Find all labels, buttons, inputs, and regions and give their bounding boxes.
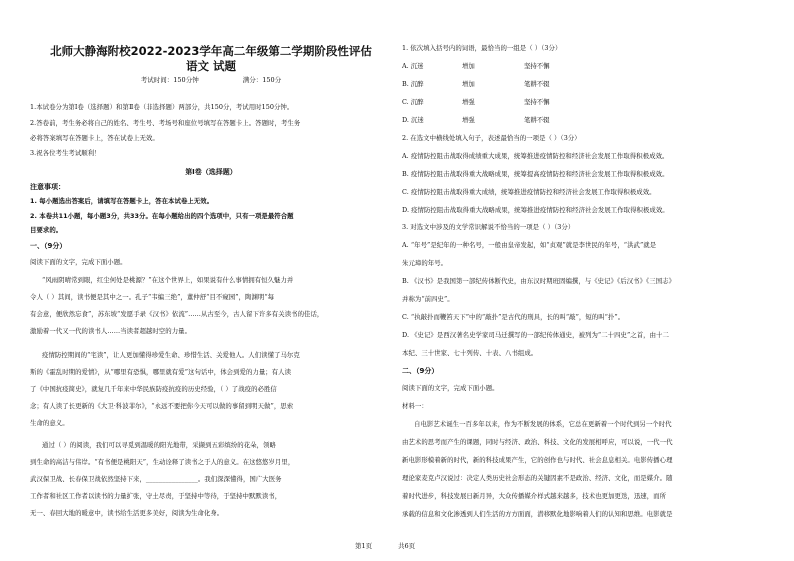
instruction-line: 2.答卷前，考生务必将自己的姓名、考生号、考场号和座位号填写在答题卡上。答题时，考生务 (30, 119, 301, 127)
reading-prompt: 阅读下面的文字，完成下面小题。 (30, 258, 127, 266)
q3-option: 并称为“前四史”。 (402, 295, 454, 303)
q2-option: B. 疫情防控阻击战取得重大战略成果，统筹提高疫情防控和经济社会发展工作取得积极成效。 (402, 170, 669, 178)
note-line: 目要求的。 (30, 226, 63, 234)
page-number: 第1页 (355, 542, 373, 550)
passage-line: 了《中国抗疫简史》，就复几千年来中华民族防疫抗疫的历史经验，（ ）了战疫的必胜信 (30, 385, 277, 393)
question-2: 2. 在选文中横线处填入句子，表述最恰当的一项是（ ）（3分） (402, 134, 581, 142)
q3-option: A. “年号”是纪年的一种名号，一般由皇帝发起，如“贞观”就是李世民的年号，“洪武”就是 (402, 241, 657, 249)
note-line: 2. 本卷共11小题，每小题3分，共33分。在每小题给出的四个选项中，只有一项是最符合题 (30, 212, 294, 220)
passage-line: 武汉保卫战、长春保卫战依然坚持下来，________________。我们深深懂得，国广大医务 (30, 475, 282, 483)
page-total: 共6页 (398, 542, 416, 550)
q1-option-a: A. 沉迷 增加 坚持不懈 (402, 62, 550, 70)
passage-line: 斯的《霍乱时期的爱情》，从“哪里有恐惧，哪里就有爱”这句话中，体会到爱的力量；有人读 (30, 368, 292, 376)
q1-option-d: D. 沉迷 增强 笔耕不辍 (402, 116, 550, 124)
passage-line: 自电影艺术诞生一百多年以来，作为不断发展的体系，它总在更新着一个时代到另一个时代 (414, 420, 672, 428)
q3-option: 朱元璋的年号。 (402, 259, 448, 267)
q3-option: 本纪、三十世家、七十列传、十表、八书组成。 (402, 349, 538, 357)
question-1: 1. 依次填入括号内的词语，最恰当的一组是（ ）（3分） (402, 44, 562, 52)
exam-time: 考试时间：150分钟 (140, 76, 199, 84)
q3-option: D. 《史记》是西汉著名史学家司马迁撰写的一部纪传体通史，被列为“二十四史”之首，由十二 (402, 331, 669, 339)
section-heading: 第Ⅰ卷（选择题） (185, 168, 237, 176)
notes-title: 注意事项： (30, 183, 65, 191)
passage-line: 生命的意义。 (30, 419, 69, 427)
passage-line: 承载的信息和文化渗透到人们生活的方方面面，潜移默化地影响着人们的认知和思维。电影就是 (402, 510, 673, 518)
q3-option: C. “执敲扑而鞭笞天下”中的“敲扑”是古代的刑具，长的叫“敲”，短的叫“扑”。 (402, 313, 625, 321)
exam-title: 北师大静海附校2022-2023学年高二年级第二学期阶段性评估 (50, 44, 372, 58)
passage-line: 通过（ ）的阅读，我们可以寻觅到温暖的阳光地带，采撷到五彩缤纷的花朵，领略 (42, 441, 276, 449)
passage-line: 到生命的高洁与伟岸。“有书便是桃阳天”，生动诠释了读书之于人的意义。在这悠悠岁月里， (30, 458, 295, 466)
passage-line: 有会意，便欣然忘食”，苏东坡“发愿手录《汉书》依流”……从古至今，古人留下许多有关读书的佳话， (30, 310, 324, 318)
material-label: 材料一： (402, 402, 428, 410)
passage-line: 令人（ ）其间，读书便是其中之一。孔子“韦编三绝”，董仲舒“目不窥园”，陶渊明“每 (30, 293, 275, 301)
passage-line: 念；有人读了长更新的《大卫·科波菲尔》，“永远不要把你今天可以做的事留到明天做”，思索 (30, 402, 294, 410)
exam-meta (30, 75, 392, 84)
full-score: 满分：150分 (242, 76, 282, 84)
passage-line: 新电影形模着新的时代，新的科技成果产生，它的创作也与时代、社会息息相关。电影传播心理 (402, 456, 673, 464)
passage-line: 无一、春回大地的暖意中，读书给生活更多美好，阅读为生命化身。 (30, 509, 224, 517)
question-3: 3. 对选文中涉及的文学常识解说不恰当的一项是（ ）（3分） (402, 223, 575, 231)
q1-option-b: B. 沉醉 增加 笔耕不辍 (402, 80, 550, 88)
part-heading: 一、（9分） (30, 242, 67, 250)
passage-line: 激励着一代又一代的读书人……当读者超越时空的力量。 (30, 327, 192, 335)
passage-line: 工作者和社区工作者以读书的力量扩张，守土尽责，于坚持中等待，于坚持中默默读书， (30, 492, 282, 500)
q3-option: B. 《汉书》是我国第一部纪传体断代史，由东汉时期班固编撰，与《史记》《后汉书》《三国志》 (402, 277, 676, 285)
passage-line: 由艺术的思考而产生的课题，同时与经济、政治、科技、文化的发展相呼应，可以说，一代一代 (402, 438, 673, 446)
instruction-line: 3.祝各位考生考试顺利！ (30, 149, 101, 157)
passage-line: 疫情防控期间的“宅读”，让人更加懂得珍爱生命、珍惜生活、关爱他人。人们读懂了马尔克 (42, 351, 300, 359)
passage-line: 理论家麦克卢汉说过：决定人类历史社会形态的关键因素不是政治、经济、文化，而是媒介。随 (402, 474, 673, 482)
passage-line: “风雨阴晴常到眼，红尘何处是桃源？”在这个世界上，如果说有什么事情拥有恒久魅力并 (42, 276, 294, 284)
note-line: 1. 每小题选出答案后，请填写在答题卡上，答在本试卷上无效。 (30, 197, 214, 205)
instruction-line: 1.本试卷分为第Ⅰ卷（选择题）和第Ⅱ卷（非选择题）两部分，共150分，考试用时150分钟。 (30, 103, 294, 111)
q1-option-c: C. 沉醉 增强 坚持不懈 (402, 98, 550, 106)
q2-option: A. 疫情防控阻击战取得成绩重大成果，统筹推进疫情防控和经济社会发展工作取得积极成效。 (402, 152, 669, 160)
passage-line: 着时代进步，科技发展日新月异，大众传播媒介样式越来越多，技术也更加更迭，迅速，而所 (402, 492, 667, 500)
exam-subtitle: 语文 试题 (185, 59, 236, 73)
reading-prompt: 阅读下面的文字，完成下面小题。 (402, 384, 499, 392)
q2-option: C. 疫情防控阻击战取得重大成绩，统筹推进疫情防控和经济社会发展工作取得积极成效。 (402, 188, 656, 196)
q2-option: D. 疫情防控阻击战取得重大战略成果，统筹推进疫情防控和经济社会发展工作取得积极成效。 (402, 206, 669, 214)
instruction-line: 必将答案填写在答题卡上，答在试卷上无效。 (30, 134, 159, 142)
part-heading: 二、（9分） (402, 367, 439, 375)
